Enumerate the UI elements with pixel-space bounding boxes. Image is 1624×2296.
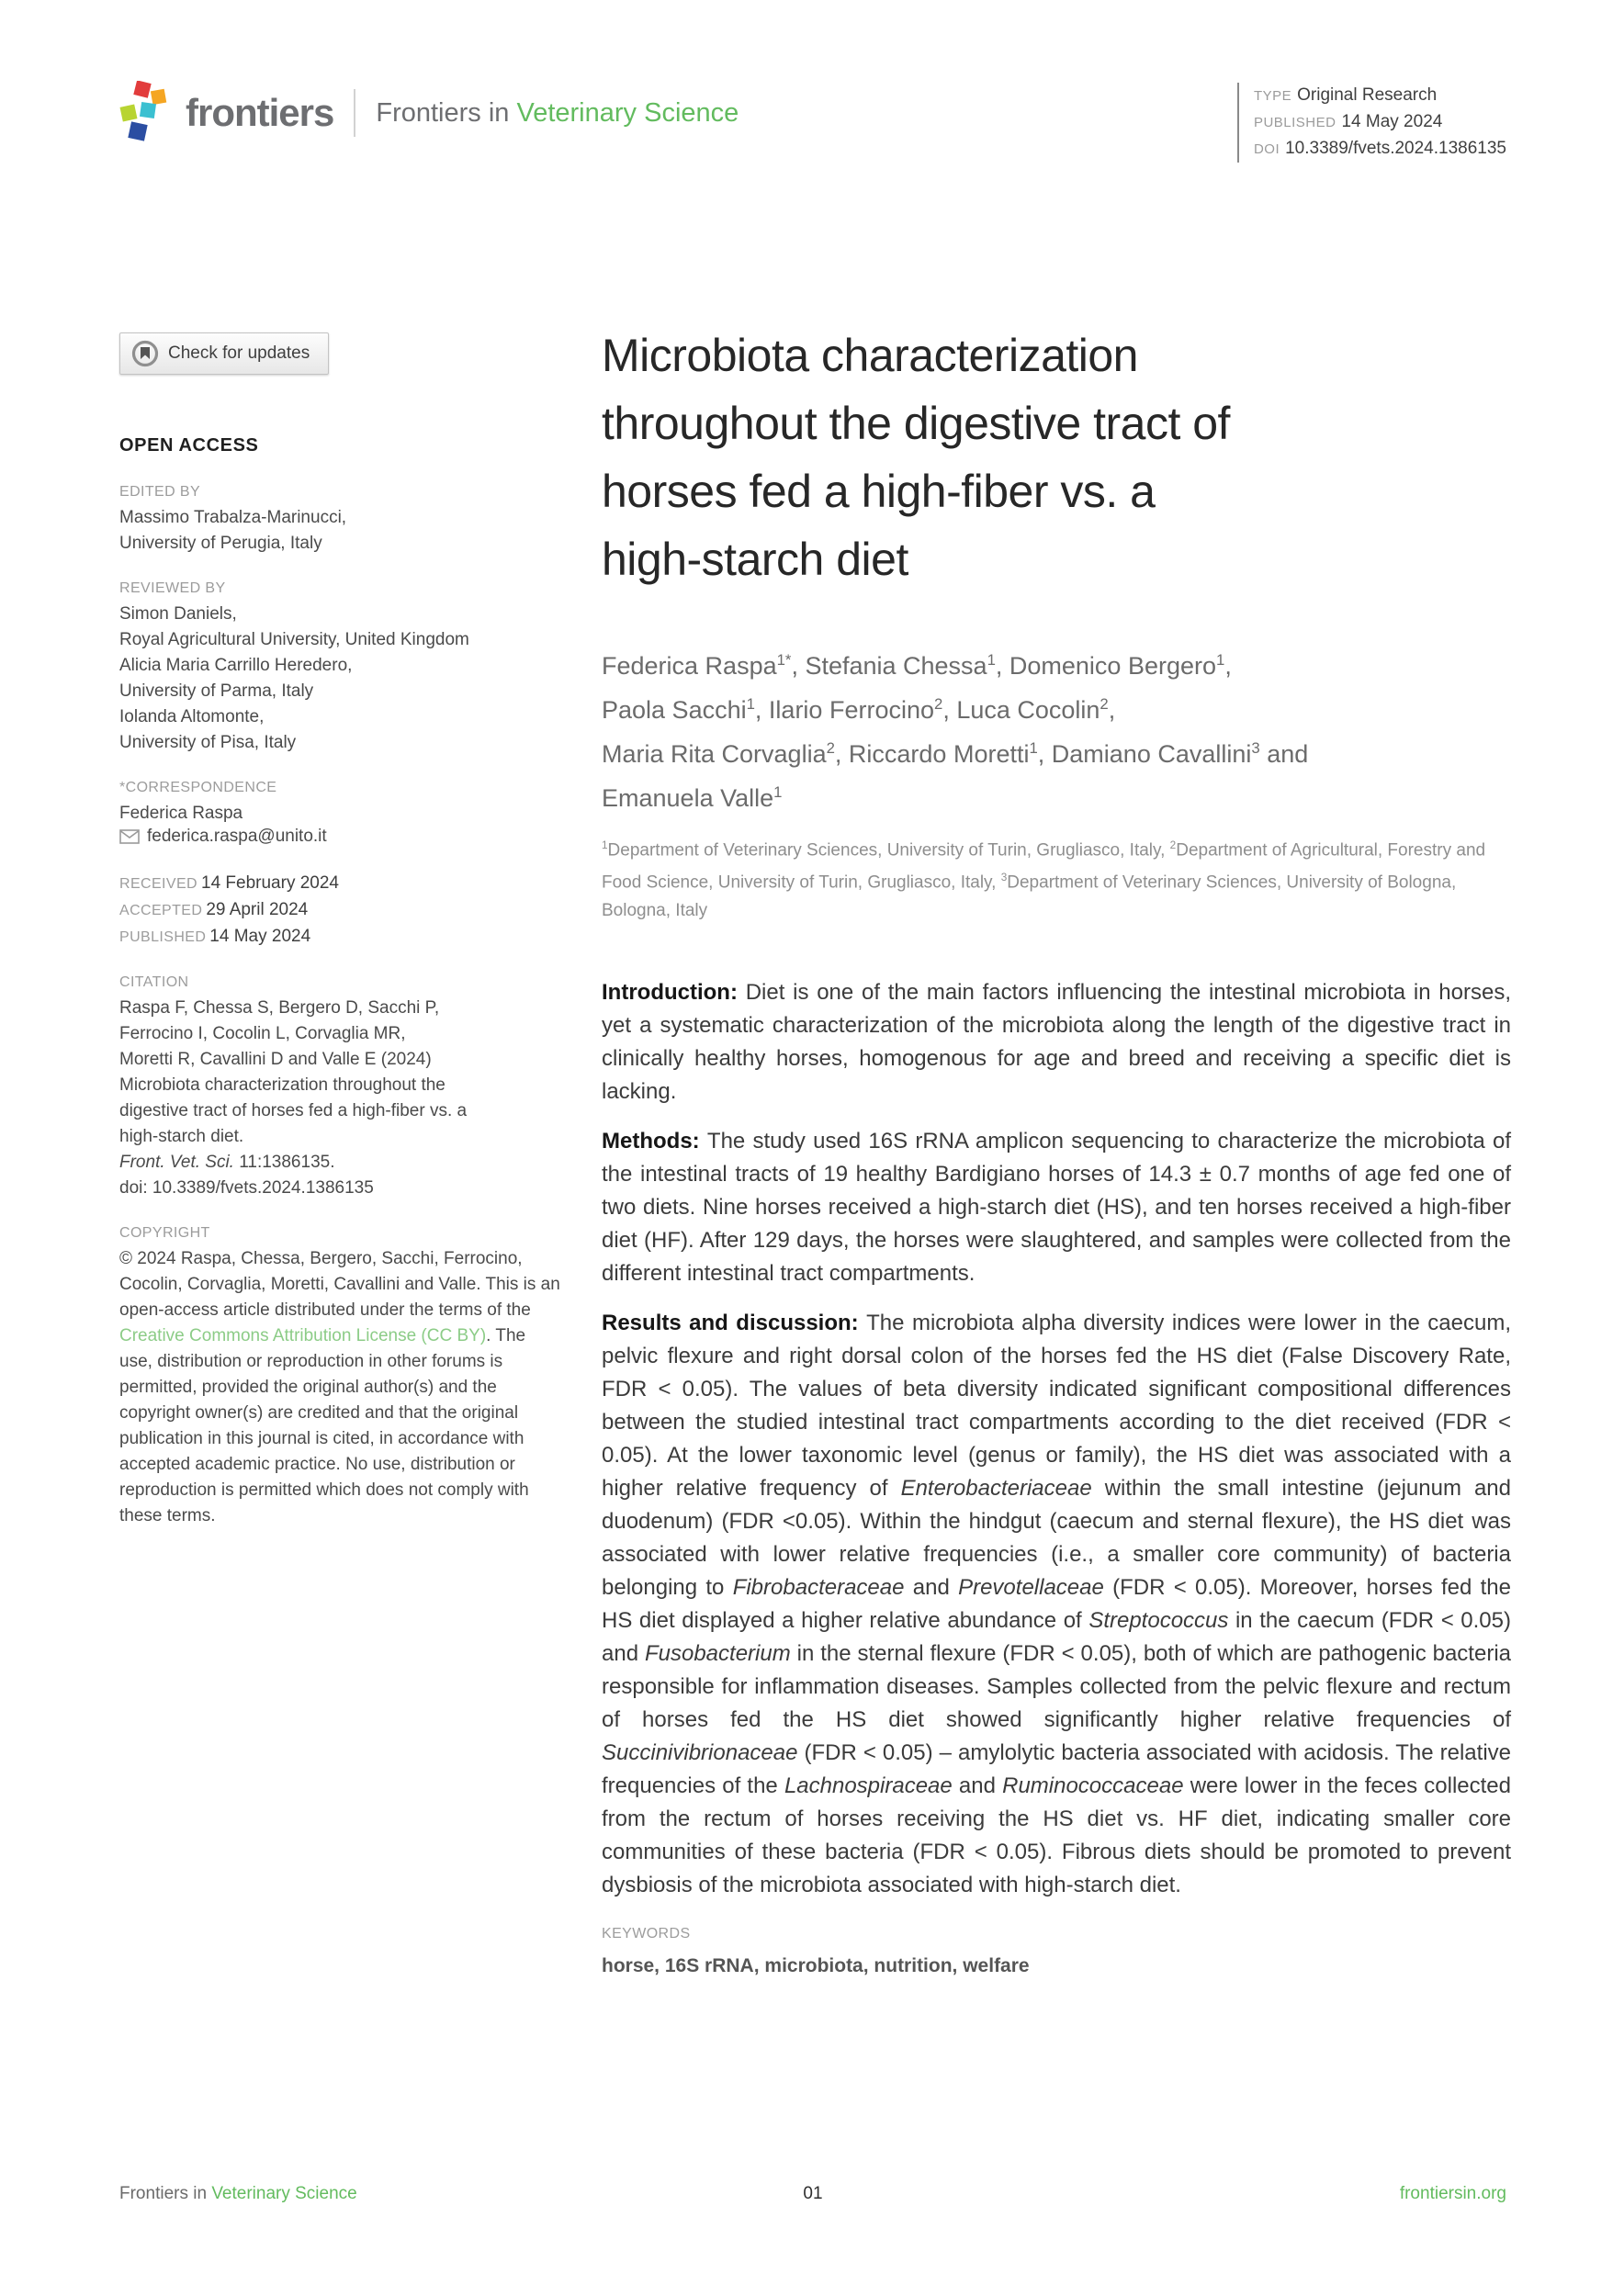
affiliations: $^1$Department of Veterinary Sciences, University of Turin, Grugliasco, Italy, $^2$Department of Agricultural, Forestry and Food Science, University of Turin, Grugliasco, Italy, $^3$Department of Veterinary Sciences, University of Bologna, Bologna, Italy	[602, 839, 1486, 920]
accepted-label: ACCEPTED	[119, 903, 203, 918]
frontiers-logo-icon	[119, 81, 173, 145]
received-row	[119, 871, 562, 897]
citation-text: Raspa F, Chessa S, Bergero D, Sacchi P, Ferrocino I, Cocolin L, Corvaglia MR, Moretti R, Cavallini D and Valle E (2024) Microbiota characterization throughout the digestive tract of horses fed a high-fiber vs. a high-starch diet. Front. Vet. Sci. 11:1386135. doi: 10.3389/fvets.2024.1386135	[119, 998, 468, 1198]
page-number: 01	[803, 2184, 823, 2203]
copyright-text: © 2024 Raspa, Chessa, Bergero, Sacchi, Ferrocino, Cocolin, Corvaglia, Moretti, Cavallini and Valle. This is an open-access article distributed under the terms of the Creative Commons Attribution License (CC BY). The use, distribution or reproduction in other forums is permitted, provided the original author(s) and the copyright owner(s) are credited and that the original publication in this journal is cited, in accordance with accepted academic practice. No use, distribution or reproduction is permitted which does not comply with these terms.	[119, 1249, 560, 1525]
keywords-value: horse, 16S rRNA, microbiota, nutrition, welfare	[602, 1954, 1030, 1976]
correspondence-name: Federica Raspa	[119, 804, 243, 823]
published-label: PUBLISHED	[119, 929, 207, 945]
reviewed-by-line: Alicia Maria Carrillo Heredero,	[119, 656, 353, 675]
correspondence-label: *CORRESPONDENCE	[119, 780, 277, 795]
accepted-row	[119, 897, 562, 924]
article-meta	[1237, 83, 1506, 163]
brand-divider	[354, 89, 355, 137]
keywords-section	[602, 1926, 1511, 1977]
received-value: 14 February 2024	[201, 873, 339, 893]
dates-section	[119, 871, 562, 951]
check-for-updates-button[interactable]	[119, 332, 329, 375]
reviewed-by-line: Iolanda Altomonte,	[119, 707, 265, 726]
reviewed-by-label: REVIEWED BY	[119, 580, 226, 596]
abstract-introduction: Introduction: Diet is one of the main factors influencing the intestinal microbiota in horses, yet a systematic characterization of the microbiota along the length of the digestive tract in clinically healthy horses, homogenous for age and breed and receiving a specific diet is lacking.	[602, 979, 1511, 1104]
open-access-heading: OPEN ACCESS	[119, 435, 259, 456]
reviewed-by-line: University of Parma, Italy	[119, 681, 314, 701]
edited-by-line: Massimo Trabalza-Marinucci,	[119, 508, 347, 527]
check-for-updates-label: Check for updates	[168, 343, 310, 363]
edited-by-section	[119, 484, 562, 557]
meta-doi-label: DOI	[1253, 141, 1280, 157]
footer-journal-name: Veterinary Science	[211, 2184, 357, 2203]
citation-label: CITATION	[119, 974, 189, 990]
journal-name	[376, 98, 739, 129]
journal-name-green: Veterinary Science	[516, 97, 739, 128]
reviewed-by-line: Simon Daniels,	[119, 604, 237, 624]
meta-type-label: TYPE	[1253, 88, 1292, 104]
abstract-methods: Methods: The study used 16S rRNA amplicon sequencing to characterize the microbiota of the intestinal tracts of 19 healthy Bardigiano horses of 14.3 ± 0.7 months of age fed one of two diets. Nine horses received a high-starch diet (HS), and ten horses received a high-fiber diet (HF). After 129 days, the horses were slaughtered, and samples were collected from the different intestinal tract compartments.	[602, 1128, 1511, 1286]
copyright-label: COPYRIGHT	[119, 1225, 210, 1241]
correspondence-email-row	[119, 827, 562, 847]
received-label: RECEIVED	[119, 876, 197, 892]
footer-site-link[interactable]: frontiersin.org	[1399, 2184, 1506, 2203]
footer-site	[1400, 2184, 1506, 2204]
correspondence-section	[119, 780, 562, 847]
edited-by-label: EDITED BY	[119, 484, 201, 500]
reviewed-by-section	[119, 580, 562, 756]
meta-published-label: PUBLISHED	[1253, 115, 1336, 130]
article-title: Microbiota characterization throughout the digestive tract of horses fed a high-fiber vs. a high-starch diet	[602, 330, 1230, 585]
published-value: 14 May 2024	[209, 927, 311, 946]
frontiers-wordmark: frontiers	[186, 91, 334, 134]
abstract-results: Results and discussion: The microbiota alpha diversity indices were lower in the caecum, pelvic flexure and right dorsal colon of the horses fed the HS diet (False Discovery Rate, FDR < 0.05). The values of beta diversity indicated significant compositional differences between the studied intestinal tract compartments according to the diet received (FDR < 0.05). At the lower taxonomic level (genus or family), the HS diet was associated with a higher relative frequency of Enterobacteriaceae within the small intestine (jejunum and duodenum) (FDR <0.05). Within the hindgut (caecum and sternal flexure), the HS diet was associated with lower relative frequencies (i.e., a smaller core community) of bacteria belonging to Fibrobacteraceae and Prevotellaceae (FDR < 0.05). Moreover, horses fed the HS diet displayed a higher relative abundance of Streptococcus in the caecum (FDR < 0.05) and Fusobacterium in the sternal flexure (FDR < 0.05), both of which are pathogenic bacteria responsible for inflammation diseases. Samples collected from the pelvic flexure and rectum of horses fed the HS diet showed significantly higher relative frequencies of Succinivibrionaceae (FDR < 0.05) – amylolytic bacteria associated with acidosis. The relative frequencies of the Lachnospiraceae and Ruminococcaceae were lower in the feces collected from the rectum of horses receiving the HS diet vs. HF diet, indicating smaller core communities of these bacteria (FDR < 0.05). Fibrous diets should be promoted to prevent dysbiosis of the microbiota associated with high-starch diet.	[602, 1310, 1511, 1897]
article-main	[602, 321, 1511, 1977]
email-icon	[119, 829, 140, 844]
citation-section	[119, 974, 562, 1201]
keywords-label: KEYWORDS	[602, 1925, 691, 1941]
accepted-value: 29 April 2024	[206, 900, 309, 919]
copyright-section	[119, 1225, 562, 1529]
reviewed-by-line: University of Pisa, Italy	[119, 733, 297, 752]
correspondence-email-link[interactable]: federica.raspa@unito.it	[147, 827, 327, 846]
published-row	[119, 924, 562, 951]
footer-journal-prefix: Frontiers in	[119, 2184, 208, 2203]
author-list: Federica Raspa$^{1*}$, Stefania Chessa$^1$, Domenico Bergero$^1$, Paola Sacchi$^1$, Ilario Ferrocino$^2$, Luca Cocolin$^2$, Maria Rita Corvaglia$^2$, Riccardo Moretti$^1$, Damiano Cavallini$^3$ and Emanuela Valle$^1$	[602, 651, 1309, 812]
meta-doi-value: 10.3389/fvets.2024.1386135	[1285, 139, 1506, 158]
meta-type	[1254, 83, 1506, 109]
edited-by-line: University of Perugia, Italy	[119, 534, 322, 553]
frontiers-brand	[119, 81, 739, 145]
page-header	[119, 81, 1506, 163]
journal-prefix: Frontiers in	[376, 97, 510, 128]
meta-published-value: 14 May 2024	[1341, 112, 1443, 131]
crossmark-icon	[131, 340, 159, 367]
reviewed-by-line: Royal Agricultural University, United Kingdom	[119, 630, 469, 649]
article-sidebar	[119, 332, 562, 1553]
meta-published	[1254, 109, 1506, 136]
meta-type-value: Original Research	[1297, 85, 1438, 105]
meta-doi	[1254, 136, 1506, 163]
